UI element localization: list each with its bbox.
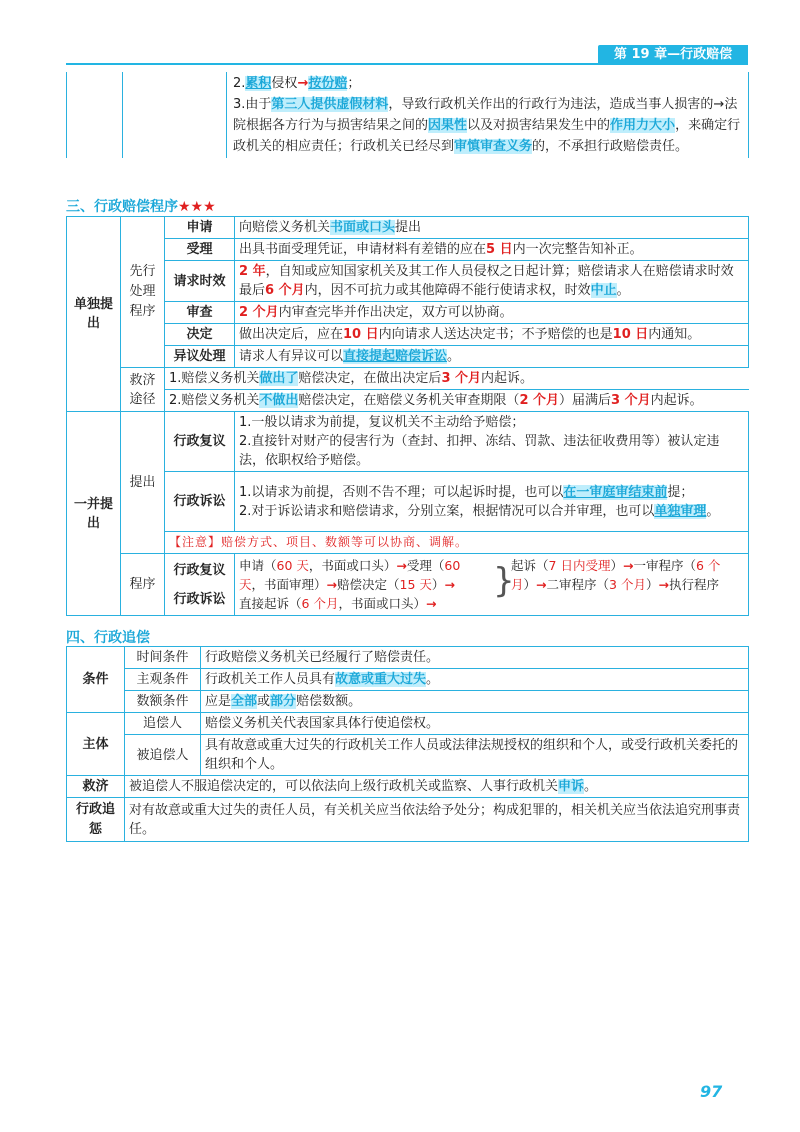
subjective-condition-text: 行政机关工作人员具有故意或重大过失。 (201, 669, 749, 691)
recoverer-label: 追偿人 (125, 713, 201, 735)
admin-punish-label: 行政追惩 (67, 798, 125, 842)
subject-label: 主体 (67, 713, 125, 776)
apply-text: 向赔偿义务机关书面或口头提出 (235, 217, 749, 239)
raise-label: 提出 (121, 412, 165, 554)
recoverer-text: 赔偿义务机关代表国家具体行使追偿权。 (201, 713, 749, 735)
limitation-text: 2 年，自知或应知国家机关及其工作人员侵权之日起计算；赔偿请求人在赔偿请求时效最后6 个月内，因不可抗力或其他障碍不能行使请求权，时效中止。 (235, 261, 749, 302)
amount-condition-label: 数额条件 (125, 691, 201, 713)
relief-1: 1.赔偿义务机关做出了赔偿决定，在做出决定后3 个月内起诉。 (165, 368, 749, 390)
empty-cell (67, 72, 123, 158)
procedure-label: 程序 (121, 554, 165, 616)
accept-label: 受理 (165, 239, 235, 261)
compensation-procedure-table (66, 216, 749, 616)
section-3-title: 三、行政赔偿程序★★★ (66, 199, 216, 215)
decide-text: 做出决定后，应在10 日内向请求人送达决定书；不予赔偿的也是10 日内通知。 (235, 324, 749, 346)
amount-condition-text: 应是全部或部分赔偿数额。 (201, 691, 749, 713)
time-condition-label: 时间条件 (125, 647, 201, 669)
remedy-text: 被追偿人不服追偿决定的，可以依法向上级行政机关或监察、人事行政机关申诉。 (125, 776, 749, 798)
admin-punish-text: 对有故意或重大过失的责任人员，有关机关应当依法给予处分；构成犯罪的，相关机关应当依法追究刑事责任。 (125, 798, 749, 842)
recoveree-text: 具有故意或重大过失的行政机关工作人员或法律法规授权的组织和个人，或受行政机关委托的组织和个人。 (201, 735, 749, 776)
relief-label: 救济途径 (121, 368, 165, 412)
attention-note: 【注意】赔偿方式、项目、数额等可以协商、调解。 (165, 532, 749, 554)
reconsideration-text: 1.一般以请求为前提，复议机关不主动给予赔偿； 2.直接针对财产的侵害行为（查封、扣押、冻结、罚款、违法征收费用等）被认定违法，依职权给予赔偿。 (235, 412, 749, 472)
empty-cell (123, 72, 227, 158)
relief-2: 2.赔偿义务机关不做出赔偿决定，在赔偿义务机关审查期限（2 个月）届满后3 个月内起诉。 (165, 390, 749, 412)
remedy-label: 救济 (67, 776, 125, 798)
procedure-flow: 申请（60 天，书面或口头）→受理（60 天，书面审理）→赔偿决定（15 天）→ 直接起诉（6 个月，书面或口头）→ } 起诉（7 日内受理）→一审程序（6 个月）→二审程序（3 个月）→执行程序 (235, 554, 749, 616)
single-raise-label: 单独提出 (67, 217, 121, 412)
objection-label: 异议处理 (165, 346, 235, 368)
accept-text: 出具书面受理凭证，申请材料有差错的应在5 日内一次完整告知补正。 (235, 239, 749, 261)
subjective-condition-label: 主观条件 (125, 669, 201, 691)
section-4-title: 四、行政追偿 (66, 630, 150, 646)
litigation-text: 1.以请求为前提，否则不告不理；可以起诉时提，也可以在一审庭审结束前提； 2.对于诉讼请求和赔偿请求，分别立案，根据情况可以合并审理，也可以单独审理。 (235, 472, 749, 532)
chapter-banner: 第 19 章—行政赔偿 (598, 45, 748, 65)
time-condition-text: 行政赔偿义务机关已经履行了赔偿责任。 (201, 647, 749, 669)
limitation-label: 请求时效 (165, 261, 235, 302)
continuation-table (66, 72, 749, 158)
brace-icon: } (493, 561, 515, 601)
first-process-label: 先行处理程序 (121, 217, 165, 368)
litigation-label: 行政诉讼 (165, 472, 235, 532)
header-rule (66, 63, 748, 65)
recovery-table (66, 646, 749, 842)
objection-text: 请求人有异议可以直接提起赔偿诉讼。 (235, 346, 749, 368)
review-text: 2 个月内审查完毕并作出决定，双方可以协商。 (235, 302, 749, 324)
page-number: 97 (700, 1082, 723, 1101)
review-label: 审查 (165, 302, 235, 324)
procedure-type-labels: 行政复议 行政诉讼 (165, 554, 235, 616)
recoveree-label: 被追偿人 (125, 735, 201, 776)
conditions-label: 条件 (67, 647, 125, 713)
reconsideration-label: 行政复议 (165, 412, 235, 472)
apply-label: 申请 (165, 217, 235, 239)
decide-label: 决定 (165, 324, 235, 346)
continuation-text: 2.累积侵权→按份赔； 3.由于第三人提供虚假材料，导致行政机关作出的行政行为违法，造成当事人损害的→法院根据各方行为与损害结果之间的因果性以及对损害结果发生中的作用力大小，来确定行政机关的相应责任；行政机关已经尽到审慎审查义务的，不承担行政赔偿责任。 (227, 72, 749, 158)
joint-raise-label: 一并提出 (67, 412, 121, 616)
